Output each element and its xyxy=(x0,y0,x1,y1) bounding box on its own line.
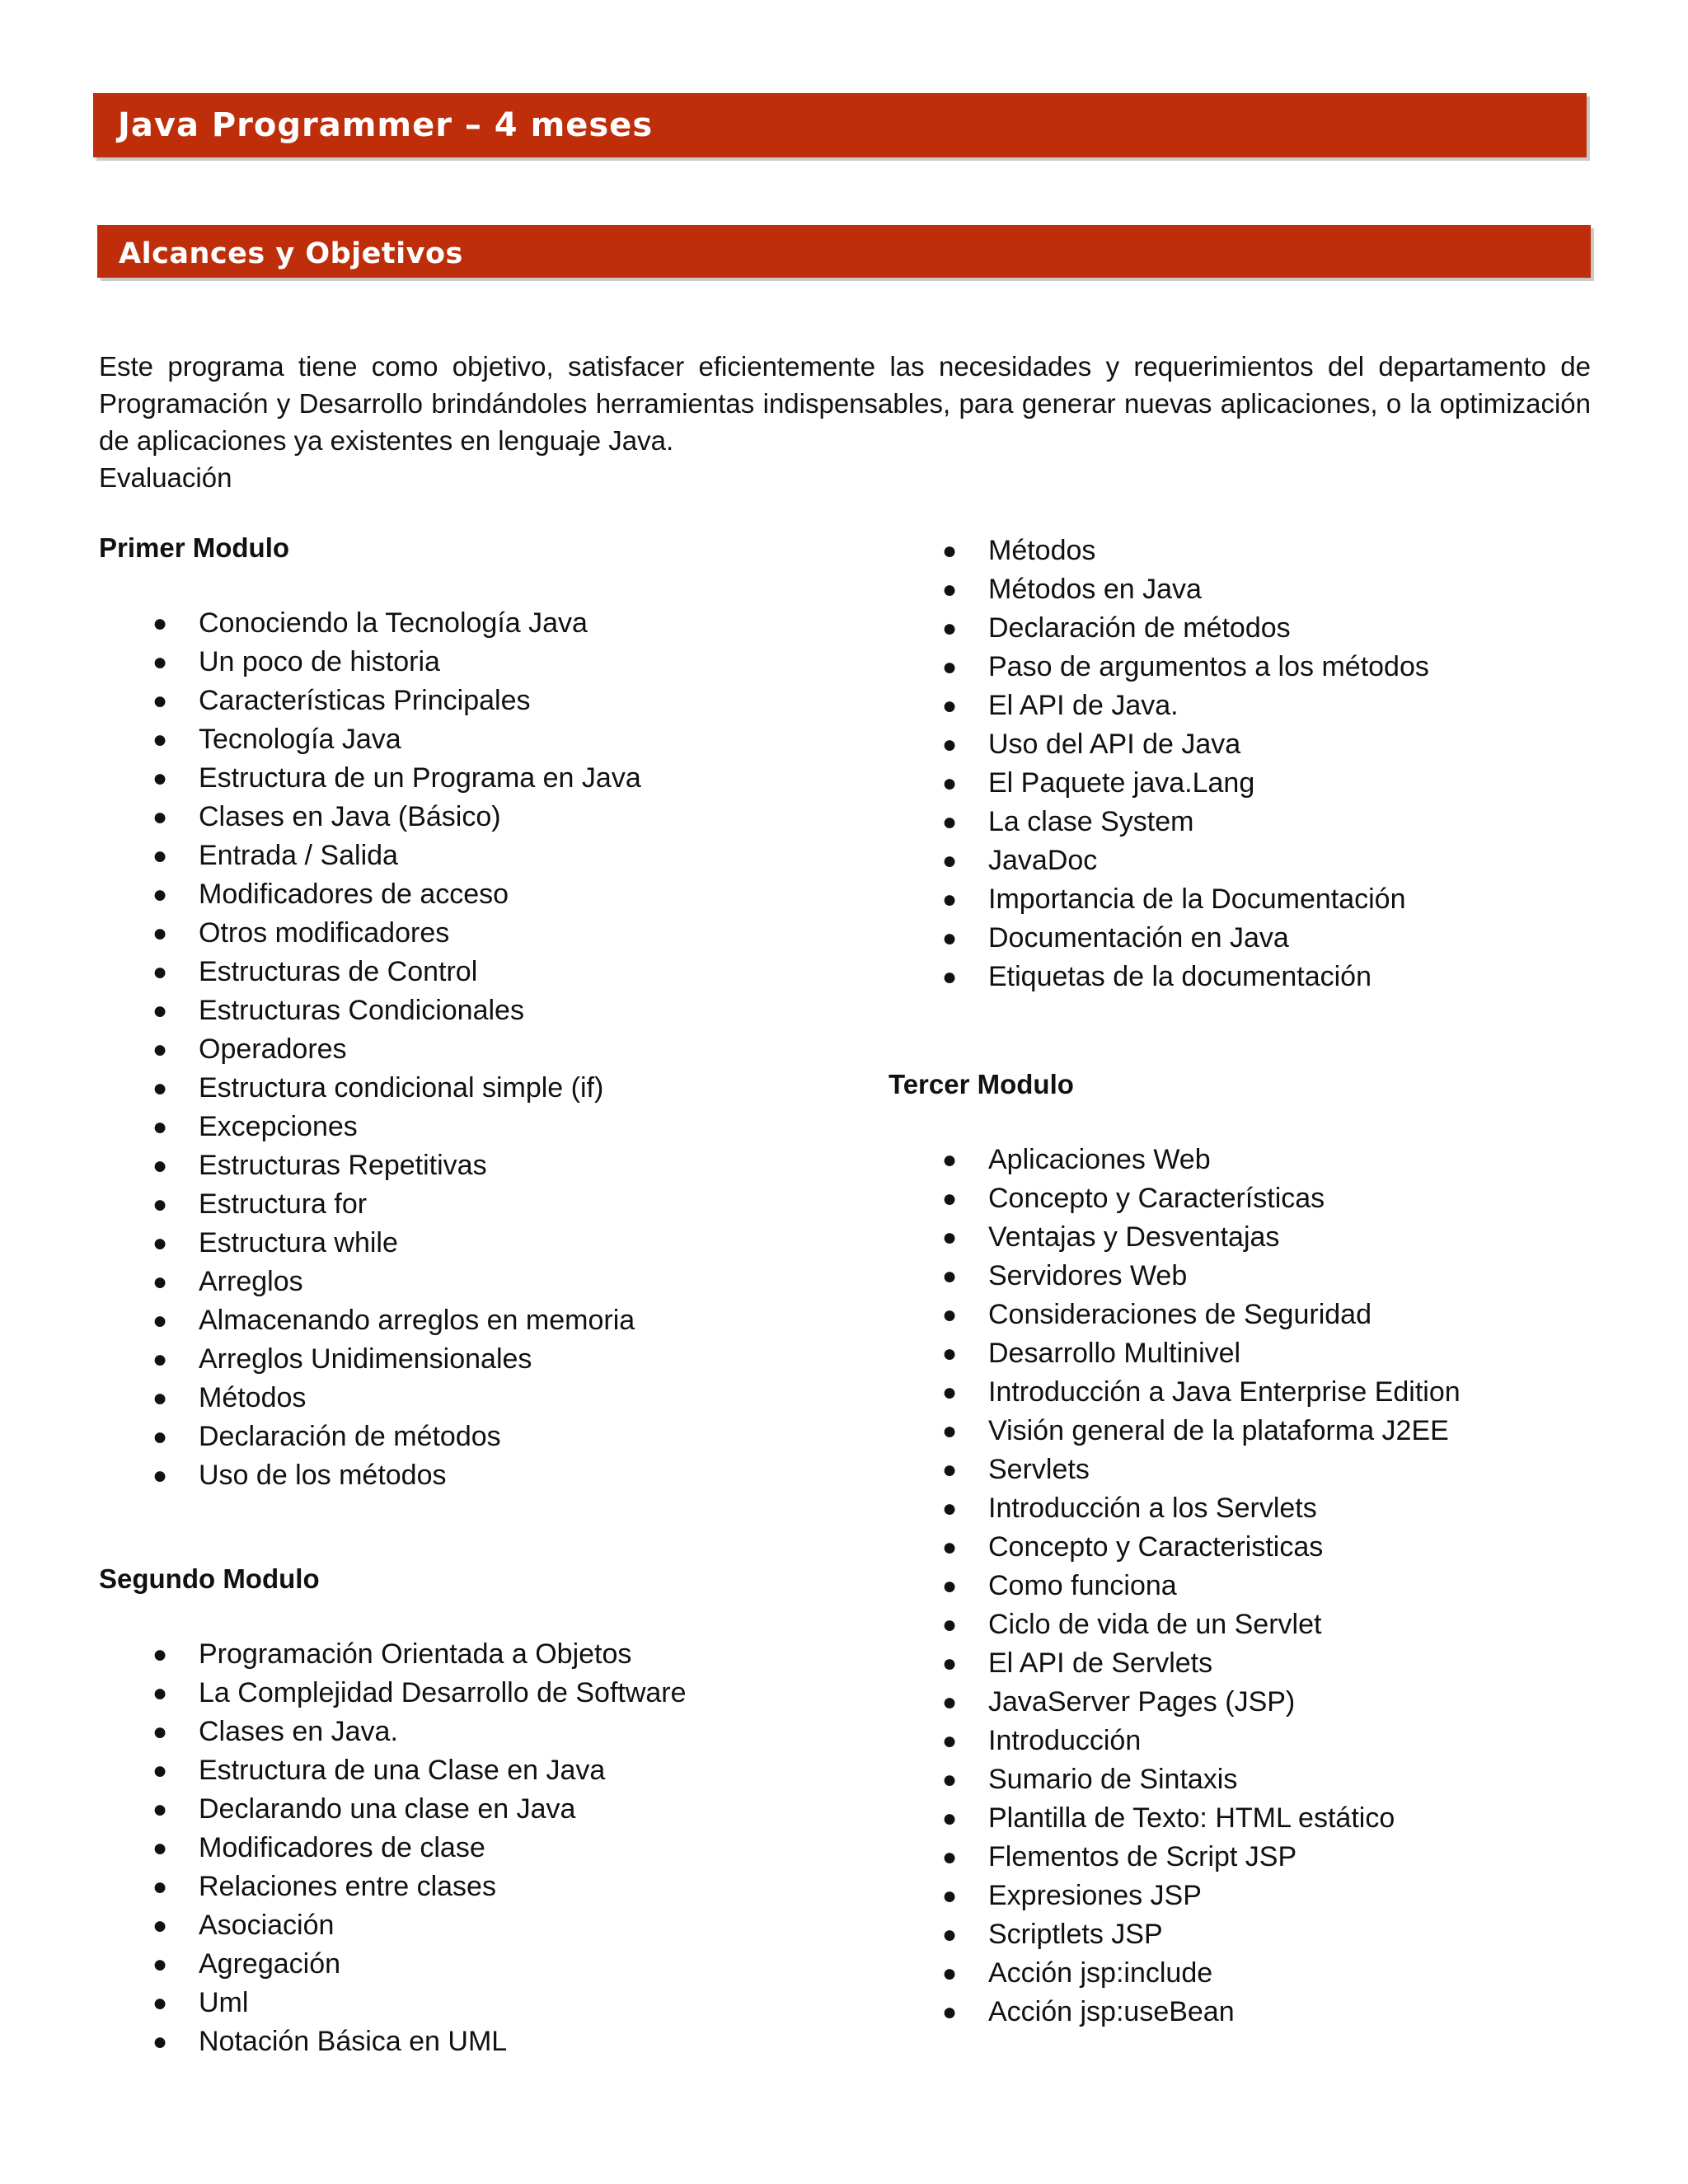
list-item-text: Ciclo de vida de un Servlet xyxy=(988,1609,1322,1640)
list-item-text: Estructuras Repetitivas xyxy=(199,1150,487,1181)
bullet-icon: ● xyxy=(152,687,168,715)
tercer-modulo-item xyxy=(889,1605,1461,1644)
segundo-modulo-continued-list xyxy=(889,532,1429,996)
bullet-icon: ● xyxy=(942,1882,958,1910)
bullet-icon: ● xyxy=(152,1796,168,1823)
list-item-text: Uso de los métodos xyxy=(199,1460,447,1491)
bullet-icon: ● xyxy=(152,1268,168,1296)
segundo-modulo-item xyxy=(889,880,1429,919)
bullet-icon: ● xyxy=(942,770,958,797)
segundo-modulo-item xyxy=(889,841,1429,880)
list-item-text: Introducción a Java Enterprise Edition xyxy=(988,1376,1461,1408)
bullet-icon: ● xyxy=(152,1113,168,1141)
bullet-icon: ● xyxy=(152,881,168,908)
bullet-icon: ● xyxy=(942,1379,958,1406)
list-item-text: Acción jsp:useBean xyxy=(988,1996,1235,2027)
bullet-icon: ● xyxy=(152,1757,168,1784)
list-item-text: Ventajas y Desventajas xyxy=(988,1221,1280,1253)
list-item-text: Paso de argumentos a los métodos xyxy=(988,651,1429,682)
primer-modulo-item xyxy=(99,1069,641,1108)
list-item-text: Expresiones JSP xyxy=(988,1880,1202,1911)
segundo-modulo-item xyxy=(889,958,1429,996)
list-item-text: Introducción a los Servlets xyxy=(988,1493,1317,1524)
bullet-icon: ● xyxy=(152,2028,168,2055)
segundo-modulo-item xyxy=(99,1635,687,1674)
list-item-text: Estructuras Condicionales xyxy=(199,995,524,1026)
bullet-icon: ● xyxy=(152,1423,168,1451)
bullet-icon: ● xyxy=(152,765,168,792)
bullet-icon: ● xyxy=(942,615,958,642)
bullet-icon: ● xyxy=(942,963,958,991)
segundo-modulo-item xyxy=(889,532,1429,570)
bullet-icon: ● xyxy=(942,1960,958,1987)
primer-modulo-item xyxy=(99,1456,641,1495)
list-item-text: Estructura de una Clase en Java xyxy=(199,1755,606,1786)
primer-modulo-item xyxy=(99,1263,641,1301)
tercer-modulo-list xyxy=(889,1141,1461,2032)
primer-modulo-item xyxy=(99,837,641,875)
bullet-icon: ● xyxy=(942,1766,958,1793)
list-item-text: Modificadores de acceso xyxy=(199,879,509,910)
list-item-text: Etiquetas de la documentación xyxy=(988,961,1372,992)
bullet-icon: ● xyxy=(152,1951,168,1978)
list-item-text: Aplicaciones Web xyxy=(988,1144,1211,1175)
primer-modulo-item xyxy=(99,798,641,837)
segundo-modulo-item xyxy=(99,1674,687,1713)
segundo-modulo-item xyxy=(889,687,1429,725)
segundo-modulo-item xyxy=(889,764,1429,803)
tercer-modulo-item xyxy=(889,1257,1461,1296)
list-item-text: Arreglos Unidimensionales xyxy=(199,1343,532,1375)
bullet-icon: ● xyxy=(152,1230,168,1257)
tercer-modulo-item xyxy=(889,1683,1461,1722)
list-item-text: El Paquete java.Lang xyxy=(988,767,1255,799)
bullet-icon: ● xyxy=(942,808,958,836)
primer-modulo-item xyxy=(99,1146,641,1185)
segundo-modulo-item xyxy=(889,725,1429,764)
bullet-icon: ● xyxy=(152,1873,168,1900)
list-item-text: Acción jsp:include xyxy=(988,1957,1213,1989)
course-title: Java Programmer – 4 meses xyxy=(118,106,654,144)
bullet-icon: ● xyxy=(942,886,958,913)
bullet-icon: ● xyxy=(942,692,958,719)
bullet-icon: ● xyxy=(152,842,168,869)
bullet-icon: ● xyxy=(942,1727,958,1755)
primer-modulo-item xyxy=(99,875,641,914)
bullet-icon: ● xyxy=(942,1844,958,1871)
bullet-icon: ● xyxy=(942,1224,958,1251)
evaluation-label: Evaluación xyxy=(99,462,232,493)
list-item-text: Características Principales xyxy=(199,685,531,716)
bullet-icon: ● xyxy=(942,1534,958,1561)
section-banner xyxy=(97,225,1591,278)
bullet-icon: ● xyxy=(152,1912,168,1939)
tercer-modulo-item xyxy=(889,1799,1461,1838)
bullet-icon: ● xyxy=(942,537,958,565)
tercer-modulo-item xyxy=(889,1528,1461,1567)
list-item-text: Métodos xyxy=(199,1382,307,1413)
tercer-modulo-item xyxy=(889,1915,1461,1954)
primer-modulo-item xyxy=(99,1224,641,1263)
list-item-text: El API de Java. xyxy=(988,690,1179,721)
bullet-icon: ● xyxy=(942,1495,958,1522)
list-item-text: Visión general de la plataforma J2EE xyxy=(988,1415,1449,1446)
bullet-icon: ● xyxy=(942,1921,958,1948)
primer-modulo-heading: Primer Modulo xyxy=(99,532,290,563)
primer-modulo-item xyxy=(99,1340,641,1379)
tercer-modulo-item xyxy=(889,1334,1461,1373)
bullet-icon: ● xyxy=(152,958,168,986)
bullet-icon: ● xyxy=(942,1185,958,1212)
list-item-text: Estructura while xyxy=(199,1227,398,1258)
bullet-icon: ● xyxy=(152,1990,168,2017)
primer-modulo-item xyxy=(99,643,641,682)
section-title: Alcances y Objetivos xyxy=(119,237,463,270)
list-item-text: Introducción xyxy=(988,1725,1142,1756)
bullet-icon: ● xyxy=(942,731,958,758)
tercer-modulo-item xyxy=(889,1179,1461,1218)
tercer-modulo-item xyxy=(889,1489,1461,1528)
list-item-text: Conociendo la Tecnología Java xyxy=(199,607,588,639)
tercer-modulo-heading: Tercer Modulo xyxy=(889,1069,1074,1099)
list-item-text: Otros modificadores xyxy=(199,917,450,949)
list-item-text: Excepciones xyxy=(199,1111,358,1142)
segundo-modulo-item xyxy=(99,1713,687,1751)
bullet-icon: ● xyxy=(942,1999,958,2026)
list-item-text: La clase System xyxy=(988,806,1194,837)
list-item-text: Arreglos xyxy=(199,1266,303,1297)
segundo-modulo-item xyxy=(889,648,1429,687)
bullet-icon: ● xyxy=(152,920,168,947)
bullet-icon: ● xyxy=(152,1680,168,1707)
list-item-text: Tecnología Java xyxy=(199,724,401,755)
list-item-text: Uml xyxy=(199,1987,249,2018)
segundo-modulo-item xyxy=(99,2022,687,2061)
primer-modulo-item xyxy=(99,720,641,759)
list-item-text: Flementos de Script JSP xyxy=(988,1841,1297,1872)
bullet-icon: ● xyxy=(942,1689,958,1716)
tercer-modulo-item xyxy=(889,1877,1461,1915)
bullet-icon: ● xyxy=(942,925,958,952)
bullet-icon: ● xyxy=(942,847,958,874)
list-item-text: El API de Servlets xyxy=(988,1647,1213,1679)
bullet-icon: ● xyxy=(152,997,168,1024)
list-item-text: Clases en Java (Básico) xyxy=(199,801,501,832)
tercer-modulo-item xyxy=(889,1296,1461,1334)
course-title-banner xyxy=(93,93,1587,157)
segundo-modulo-item xyxy=(99,1751,687,1790)
list-item-text: Importancia de la Documentación xyxy=(988,883,1406,915)
bullet-icon: ● xyxy=(152,1641,168,1668)
segundo-modulo-item xyxy=(889,919,1429,958)
segundo-modulo-item xyxy=(99,1984,687,2022)
list-item-text: Programación Orientada a Objetos xyxy=(199,1638,632,1670)
bullet-icon: ● xyxy=(152,1152,168,1179)
segundo-modulo-item xyxy=(889,570,1429,609)
bullet-icon: ● xyxy=(942,1456,958,1483)
tercer-modulo-item xyxy=(889,1412,1461,1451)
list-item-text: Declarando una clase en Java xyxy=(199,1793,576,1825)
bullet-icon: ● xyxy=(152,610,168,637)
list-item-text: Métodos xyxy=(988,535,1096,566)
list-item-text: Plantilla de Texto: HTML estático xyxy=(988,1802,1395,1834)
list-item-text: Entrada / Salida xyxy=(199,840,398,871)
list-item-text: Como funciona xyxy=(988,1570,1177,1601)
segundo-modulo-item xyxy=(99,1790,687,1829)
bullet-icon: ● xyxy=(942,1805,958,1832)
list-item-text: Estructura condicional simple (if) xyxy=(199,1072,604,1104)
bullet-icon: ● xyxy=(942,576,958,603)
segundo-modulo-item xyxy=(889,609,1429,648)
list-item-text: Almacenando arreglos en memoria xyxy=(199,1305,635,1336)
list-item-text: Métodos en Java xyxy=(988,574,1202,605)
list-item-text: JavaServer Pages (JSP) xyxy=(988,1686,1296,1718)
intro-paragraph: Este programa tiene como objetivo, satisfacer eficientemente las necesidades y requerimientos del departamento de Programación y Desarrollo brindándoles herramientas indispensables, para generar nuevas aplicaciones, o la optimización de aplicaciones ya existentes en lenguaje Java. xyxy=(99,351,1591,456)
tercer-modulo-item xyxy=(889,1838,1461,1877)
bullet-icon: ● xyxy=(152,1036,168,1063)
list-item-text: Relaciones entre clases xyxy=(199,1871,496,1902)
bullet-icon: ● xyxy=(152,1191,168,1218)
segundo-modulo-item xyxy=(99,1829,687,1868)
primer-modulo-item xyxy=(99,1108,641,1146)
list-item-text: Agregación xyxy=(199,1948,341,1980)
list-item-text: Sumario de Sintaxis xyxy=(988,1764,1238,1795)
list-item-text: Servidores Web xyxy=(988,1260,1188,1291)
tercer-modulo-item xyxy=(889,1644,1461,1683)
list-item-text: Declaración de métodos xyxy=(988,612,1291,644)
segundo-modulo-item xyxy=(99,1906,687,1945)
bullet-icon: ● xyxy=(942,1650,958,1677)
primer-modulo-item xyxy=(99,991,641,1030)
bullet-icon: ● xyxy=(152,1075,168,1102)
bullet-icon: ● xyxy=(152,804,168,831)
primer-modulo-item xyxy=(99,953,641,991)
primer-modulo-item xyxy=(99,1301,641,1340)
tercer-modulo-item xyxy=(889,1218,1461,1257)
bullet-icon: ● xyxy=(942,1263,958,1290)
bullet-icon: ● xyxy=(152,1718,168,1746)
bullet-icon: ● xyxy=(152,1385,168,1412)
list-item-text: Operadores xyxy=(199,1033,347,1065)
primer-modulo-item xyxy=(99,759,641,798)
bullet-icon: ● xyxy=(152,1346,168,1373)
tercer-modulo-item xyxy=(889,1760,1461,1799)
bullet-icon: ● xyxy=(942,1301,958,1329)
list-item-text: Declaración de métodos xyxy=(199,1421,501,1452)
bullet-icon: ● xyxy=(942,1611,958,1638)
bullet-icon: ● xyxy=(152,1462,168,1489)
list-item-text: Modificadores de clase xyxy=(199,1832,485,1863)
list-item-text: Clases en Java. xyxy=(199,1716,398,1747)
primer-modulo-item xyxy=(99,914,641,953)
primer-modulo-item xyxy=(99,1185,641,1224)
list-item-text: JavaDoc xyxy=(988,845,1098,876)
primer-modulo-item xyxy=(99,1418,641,1456)
primer-modulo-item xyxy=(99,604,641,643)
primer-modulo-item xyxy=(99,1379,641,1418)
tercer-modulo-item xyxy=(889,1954,1461,1993)
bullet-icon: ● xyxy=(942,654,958,681)
bullet-icon: ● xyxy=(942,1418,958,1445)
list-item-text: Concepto y Caracteristicas xyxy=(988,1531,1324,1563)
list-item-text: Consideraciones de Seguridad xyxy=(988,1299,1372,1330)
list-item-text: Notación Básica en UML xyxy=(199,2026,508,2057)
tercer-modulo-item xyxy=(889,1451,1461,1489)
tercer-modulo-item xyxy=(889,1373,1461,1412)
list-item-text: Servlets xyxy=(988,1454,1090,1485)
list-item-text: Uso del API de Java xyxy=(988,729,1241,760)
bullet-icon: ● xyxy=(152,649,168,676)
list-item-text: Un poco de historia xyxy=(199,646,440,677)
tercer-modulo-item xyxy=(889,1722,1461,1760)
segundo-modulo-item xyxy=(99,1945,687,1984)
bullet-icon: ● xyxy=(152,726,168,753)
segundo-modulo-item xyxy=(99,1868,687,1906)
bullet-icon: ● xyxy=(942,1146,958,1174)
list-item-text: Estructura for xyxy=(199,1188,368,1220)
primer-modulo-item xyxy=(99,1030,641,1069)
bullet-icon: ● xyxy=(152,1835,168,1862)
list-item-text: Estructura de un Programa en Java xyxy=(199,762,641,794)
bullet-icon: ● xyxy=(942,1340,958,1367)
tercer-modulo-item xyxy=(889,1141,1461,1179)
primer-modulo-list xyxy=(99,604,641,1495)
list-item-text: Concepto y Características xyxy=(988,1183,1325,1214)
tercer-modulo-item xyxy=(889,1567,1461,1605)
segundo-modulo-list xyxy=(99,1635,687,2061)
tercer-modulo-item xyxy=(889,1993,1461,2032)
segundo-modulo-item xyxy=(889,803,1429,841)
bullet-icon: ● xyxy=(152,1307,168,1334)
list-item-text: Scriptlets JSP xyxy=(988,1919,1163,1950)
list-item-text: Estructuras de Control xyxy=(199,956,478,987)
list-item-text: La Complejidad Desarrollo de Software xyxy=(199,1677,687,1708)
segundo-modulo-heading: Segundo Modulo xyxy=(99,1563,320,1594)
list-item-text: Asociación xyxy=(199,1910,335,1941)
list-item-text: Documentación en Java xyxy=(988,922,1289,954)
list-item-text: Desarrollo Multinivel xyxy=(988,1338,1241,1369)
bullet-icon: ● xyxy=(942,1572,958,1600)
primer-modulo-item xyxy=(99,682,641,720)
